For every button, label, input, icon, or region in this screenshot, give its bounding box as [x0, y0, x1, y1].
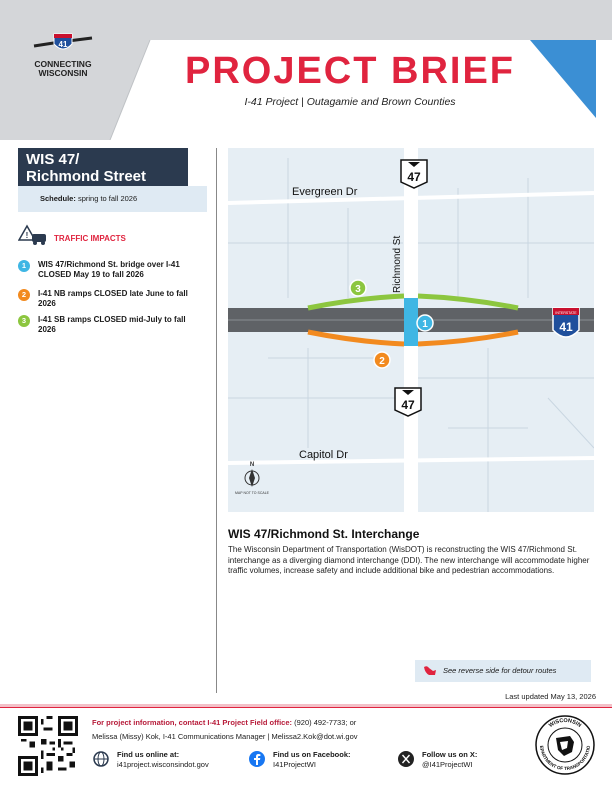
logo-line1: CONNECTING	[34, 59, 92, 69]
x-label: Follow us on X:	[422, 750, 478, 759]
page-title: PROJECT BRIEF	[184, 50, 516, 92]
column-divider	[216, 148, 217, 693]
svg-text:DEPARTMENT OF TRANSPORTATION: EPARTMENT OF TRANSPORTATIO	[538, 745, 592, 772]
qr-code[interactable]	[18, 716, 78, 776]
contact-field-office: For project information, contact I-41 Project Field office:	[92, 718, 293, 727]
schedule-label: Schedule:	[40, 194, 76, 203]
contact-phone[interactable]: (920) 492-7733; or	[292, 718, 357, 727]
x-icon[interactable]	[397, 750, 415, 768]
facebook-link[interactable]	[273, 750, 351, 770]
facebook-icon[interactable]	[248, 750, 266, 768]
connecting-wisconsin-logo	[32, 30, 94, 60]
svg-text:2: 2	[379, 356, 385, 367]
online-value[interactable]: i41project.wisconsindot.gov	[117, 760, 209, 769]
svg-text:41: 41	[559, 320, 573, 334]
label-richmond-st: Richmond St	[392, 235, 403, 293]
svg-text:3: 3	[355, 284, 361, 295]
label-capitol-dr: Capitol Dr	[299, 449, 348, 461]
page-turn-icon	[423, 665, 437, 677]
svg-text:N: N	[249, 462, 255, 468]
project-name-line1: WIS 47/	[26, 151, 80, 168]
facebook-label: Find us on Facebook:	[273, 750, 351, 759]
project-name-line2: Richmond Street	[26, 168, 147, 185]
logo-text	[20, 60, 106, 78]
project-name-box	[18, 148, 188, 186]
logo-line2: WISCONSIN	[38, 68, 88, 78]
traffic-impacts-heading: TRAFFIC IMPACTS	[54, 234, 126, 243]
wis-47-shield-bottom	[395, 388, 421, 416]
x-value[interactable]: @I41ProjectWI	[422, 760, 473, 769]
online-link[interactable]	[117, 750, 209, 770]
impact-text-2: I-41 NB ramps CLOSED late June to fall 2026	[38, 289, 188, 308]
page-subtitle: I-41 Project | Outagamie and Brown Counties	[244, 96, 456, 108]
impact-text-3: I-41 SB ramps CLOSED mid-July to fall 2026	[38, 315, 186, 334]
x-link[interactable]	[422, 750, 477, 770]
logo-shield-number: 41	[58, 40, 68, 49]
impact-number-3: 3	[18, 315, 30, 327]
contact-manager[interactable]: Melissa (Missy) Kok, I-41 Communications Manager | Melissa2.Kok@dot.wi.gov	[92, 732, 358, 741]
map-not-to-scale: MAP NOT TO SCALE	[235, 491, 269, 495]
label-evergreen-dr: Evergreen Dr	[292, 186, 358, 198]
wis-47-shield-top	[401, 160, 427, 188]
interchange-description: The Wisconsin Department of Transportation (WisDOT) is reconstructing the WIS 47/Richmond St. interchange as a diverging diamond interchange (DDI). The new interchange will accommodate higher traffic volumes, increase safety and include additional bike and pedestrian accommodations.	[228, 545, 590, 575]
traffic-impacts-icon	[18, 224, 50, 246]
facebook-value[interactable]: I41ProjectWI	[273, 760, 316, 769]
impact-text-1: WIS 47/Richmond St. bridge over I-41 CLOSED May 19 to fall 2026	[38, 260, 180, 279]
svg-text:!: !	[25, 231, 29, 240]
interchange-title: WIS 47/Richmond St. Interchange	[228, 527, 420, 541]
map-marker-2	[374, 352, 390, 368]
wisdot-seal	[534, 714, 596, 776]
map-marker-1	[417, 315, 433, 331]
footer-rule-accent	[0, 707, 612, 708]
svg-text:47: 47	[401, 398, 415, 412]
contact-info	[92, 718, 452, 742]
schedule-box	[18, 186, 207, 212]
svg-text:1: 1	[422, 319, 428, 330]
svg-text:INTERSTATE: INTERSTATE	[555, 311, 577, 315]
last-updated: Last updated May 13, 2026	[505, 692, 596, 701]
svg-text:47: 47	[407, 170, 421, 184]
interstate-41-shield	[553, 308, 579, 337]
map-marker-3	[350, 280, 366, 296]
globe-icon	[92, 750, 110, 768]
impact-number-2: 2	[18, 289, 30, 301]
project-map	[228, 148, 594, 512]
reverse-side-text: See reverse side for detour routes	[443, 666, 557, 675]
schedule-value: spring to fall 2026	[77, 194, 138, 203]
reverse-side-note	[415, 660, 591, 682]
online-label: Find us online at:	[117, 750, 180, 759]
svg-text:WISCONSIN: WISCONSIN	[548, 717, 583, 729]
impact-number-1: 1	[18, 260, 30, 272]
